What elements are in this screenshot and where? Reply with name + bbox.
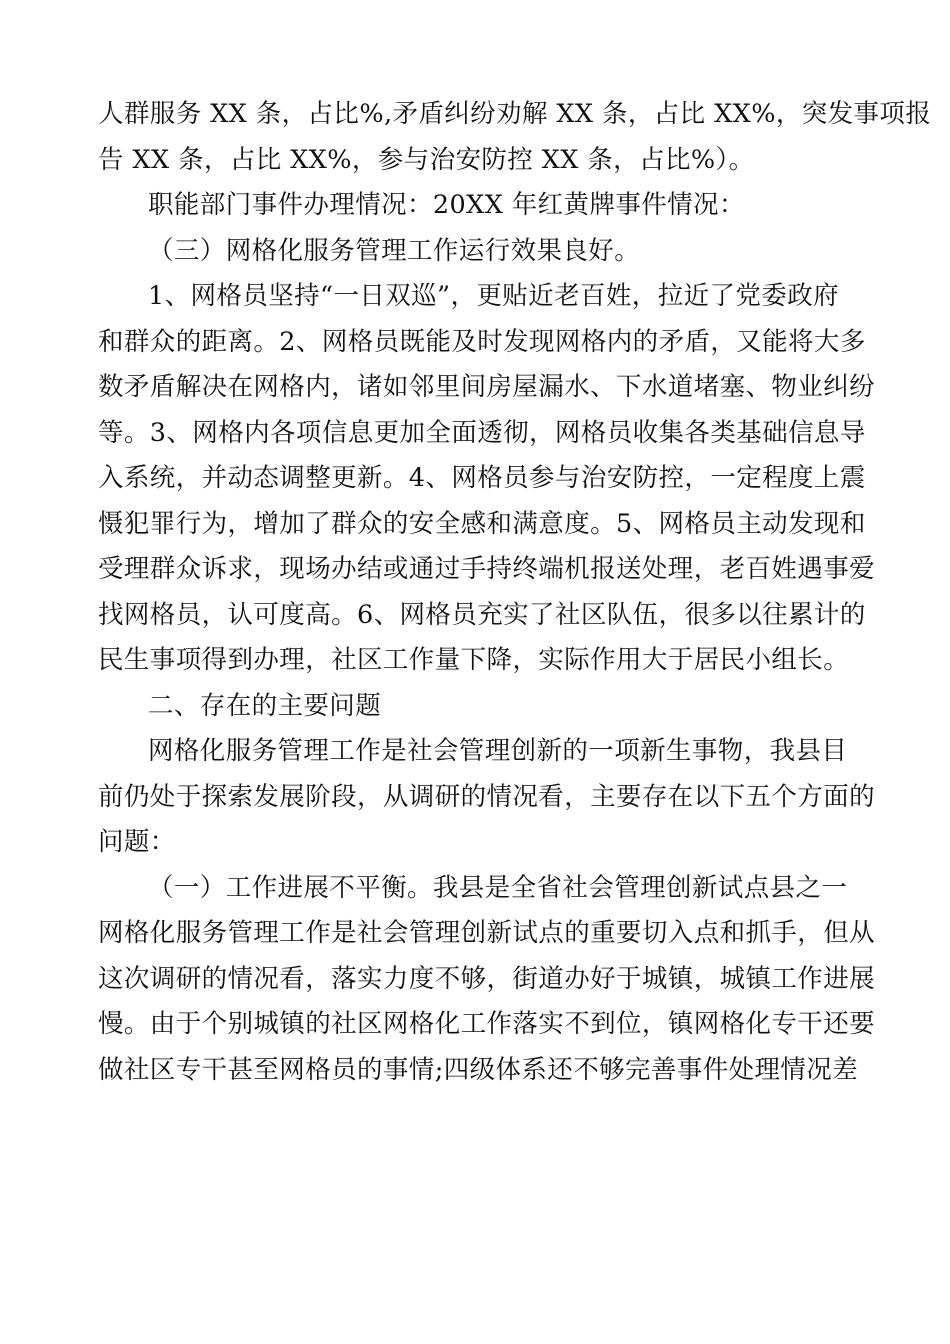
- paragraph-line: 和群众的距离。2、网格员既能及时发现网格内的矛盾，又能将大多: [98, 326, 866, 357]
- paragraph-line: 民生事项得到办理，社区工作量下降，实际作用大于居民小组长。: [98, 645, 850, 675]
- paragraph-line: 慑犯罪行为，增加了群众的安全感和满意度。5、网格员主动发现和: [98, 508, 866, 539]
- paragraph-line: 1、网格员坚持“一日双巡”，更贴近老百姓，拉近了党委政府: [148, 281, 839, 311]
- paragraph-line: 找网格员，认可度高。6、网格员充实了社区队伍，很多以往累计的: [98, 599, 866, 630]
- paragraph-line: 问题：: [98, 827, 176, 857]
- document-page: [98, 92, 932, 1093]
- section-heading: （一）工作进展不平衡。我县是全省社会管理创新试点县之一: [148, 872, 848, 903]
- paragraph-line: 慢。由于个别城镇的社区网格化工作落实不到位，镇网格化专干还要: [98, 1009, 876, 1039]
- paragraph-line: 网格化服务管理工作是社会管理创新试点的重要切入点和抓手，但从: [98, 918, 876, 948]
- section-heading: 二、存在的主要问题: [148, 690, 382, 721]
- paragraph-line: 数矛盾解决在网格内，诸如邻里间房屋漏水、下水道堵塞、物业纠纷: [98, 372, 876, 402]
- paragraph-line: 人群服务 XX 条，占比%,矛盾纠纷劝解 XX 条，占比 XX%，突发事项报: [98, 99, 932, 129]
- paragraph-line: 等。3、网格内各项信息更加全面透彻，网格员收集各类基础信息导: [98, 417, 866, 448]
- paragraph-line: 受理群众诉求，现场办结或通过手持终端机报送处理，老百姓遇事爱: [98, 554, 876, 584]
- section-heading: （三）网格化服务管理工作运行效果良好。: [148, 235, 641, 266]
- paragraph-line: 网格化服务管理工作是社会管理创新的一项新生事物，我县目: [148, 736, 848, 766]
- paragraph-line: 告 XX 条，占比 XX%，参与治安防控 XX 条，占比%）。: [98, 144, 755, 175]
- paragraph-line: 职能部门事件办理情况：20XX 年红黄牌事件情况：: [148, 190, 745, 220]
- paragraph-line: 入系统，并动态调整更新。4、网格员参与治安防控，一定程度上震: [98, 463, 866, 493]
- paragraph-line: 这次调研的情况看，落实力度不够，街道办好于城镇，城镇工作进展: [98, 963, 876, 994]
- paragraph-line: 前仍处于探索发展阶段，从调研的情况看，主要存在以下五个方面的: [98, 781, 876, 812]
- paragraph-line: 做社区专干甚至网格员的事情;四级体系还不够完善事件处理情况差: [98, 1054, 859, 1085]
